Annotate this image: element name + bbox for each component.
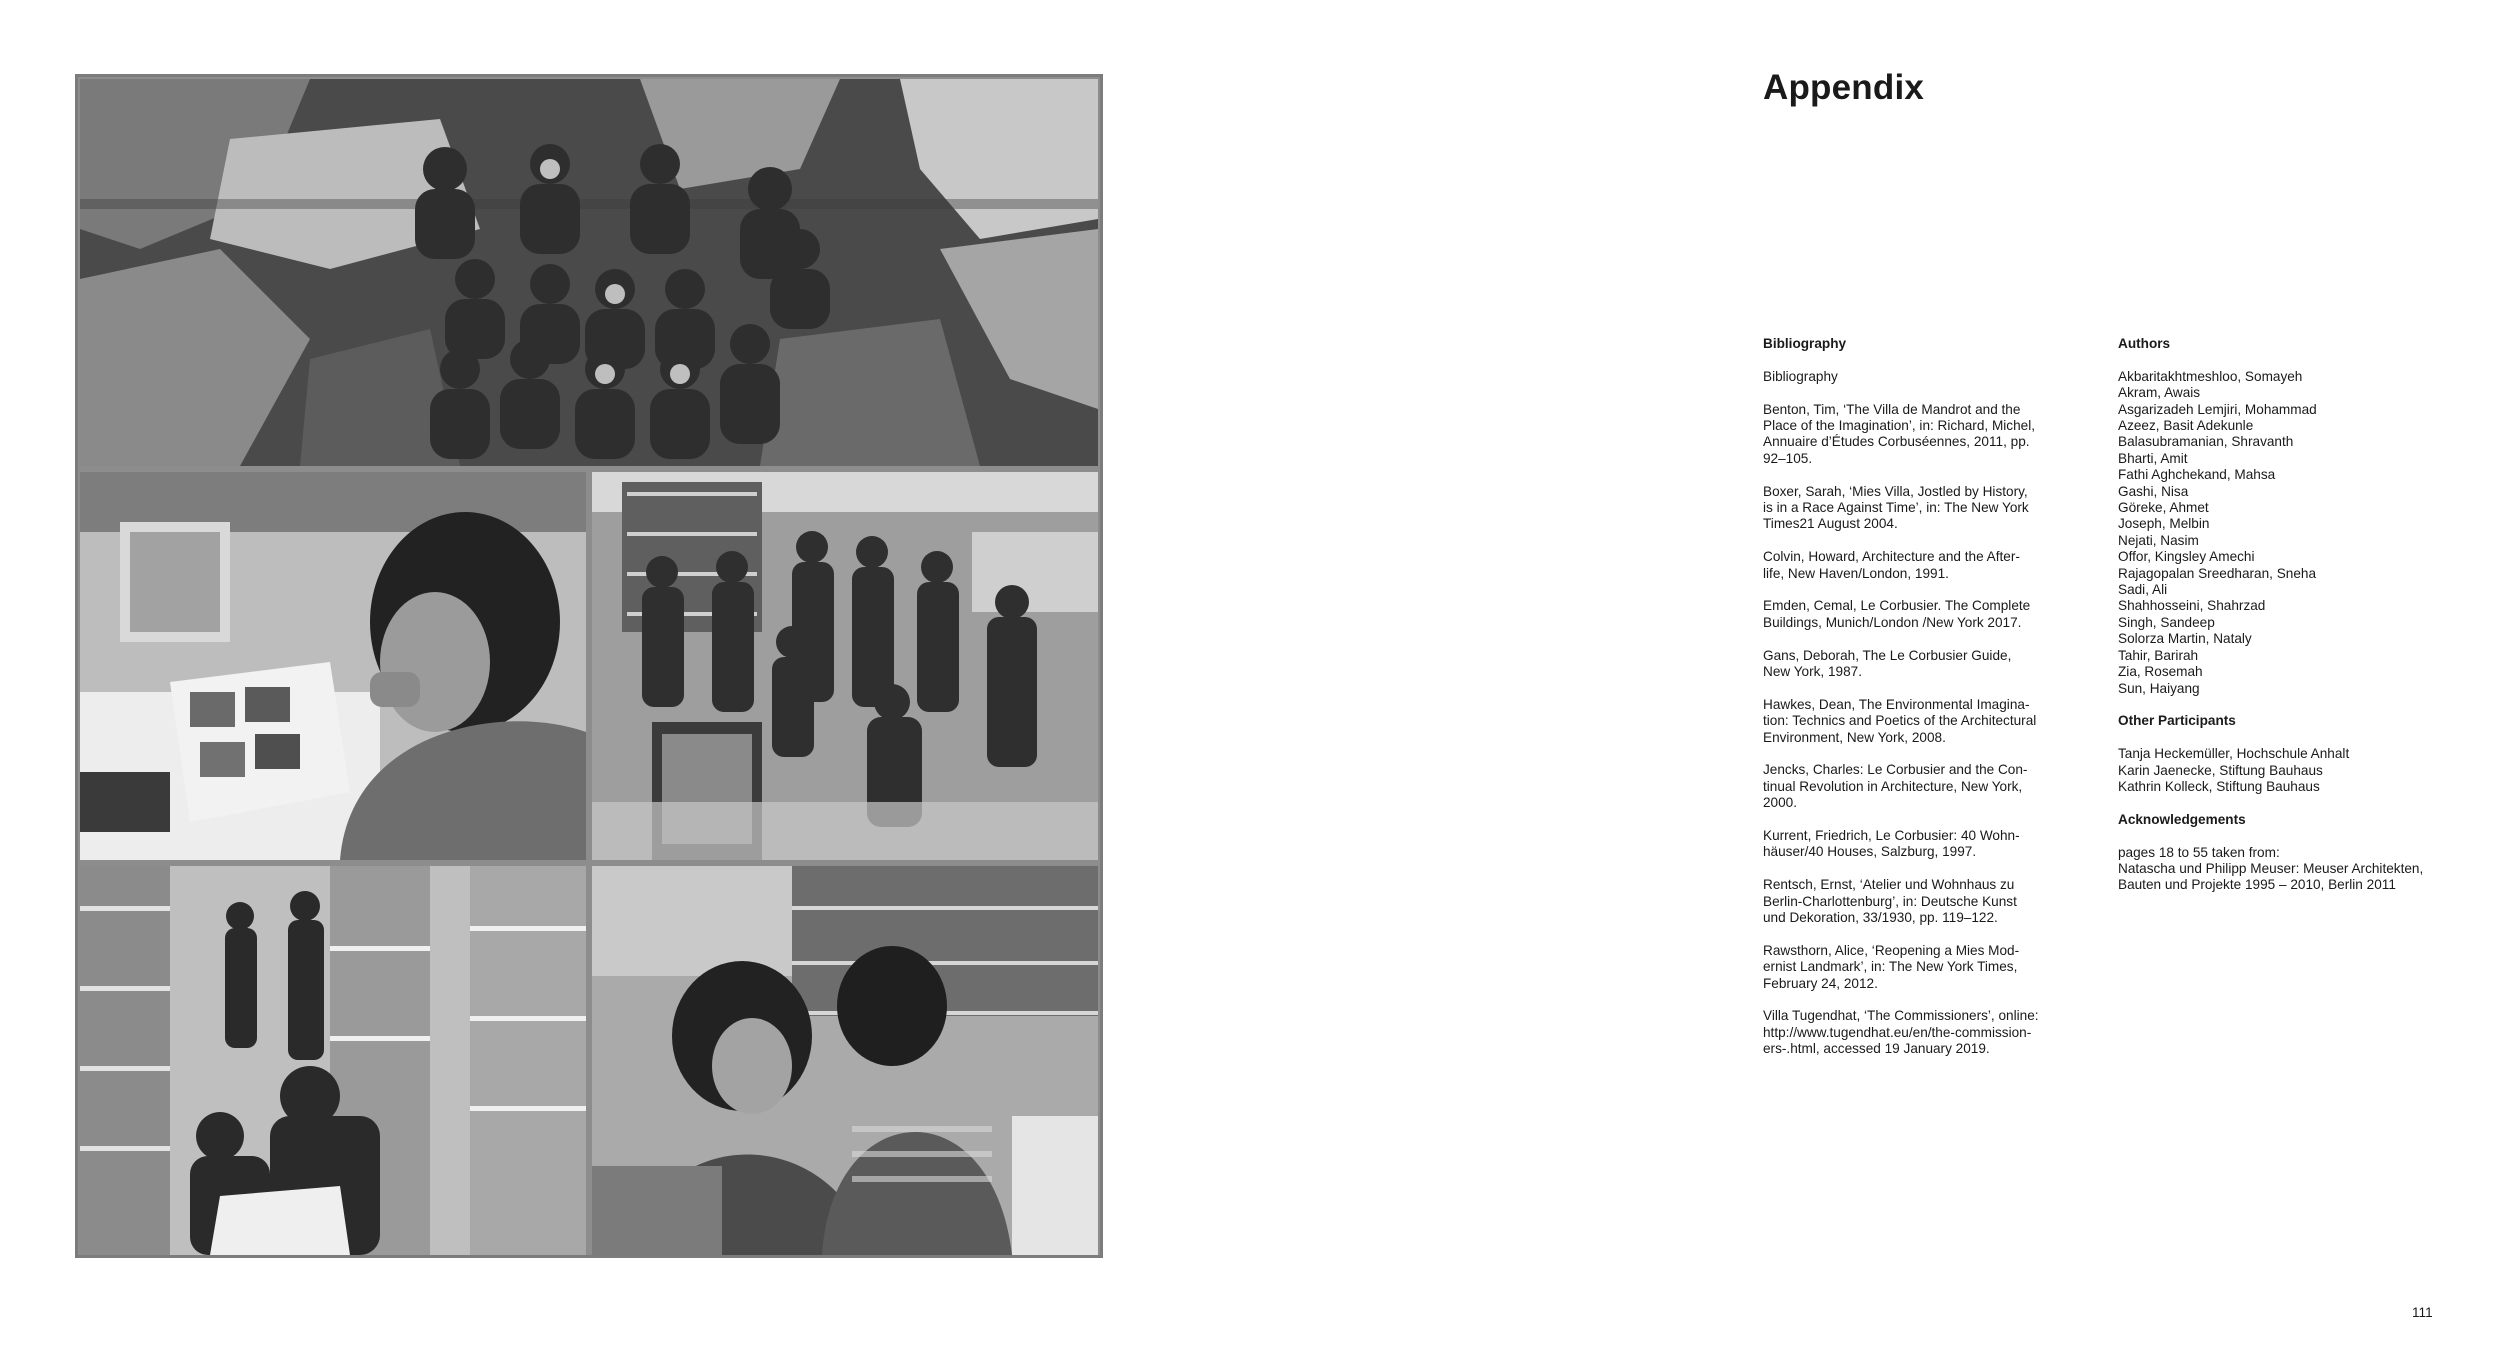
acknowledgements-text	[2118, 845, 2478, 894]
bibliography-entry-line: tion: Technics and Poetics of the Architectural	[1763, 713, 2037, 729]
bibliography-entry-line: Berlin-Charlottenburg’, in: Deutsche Kunst	[1763, 893, 2017, 909]
students-reading-at-table	[592, 866, 1098, 1255]
bibliography-entry-line: life, New Haven/London, 1991.	[1763, 565, 1949, 581]
author-name: Joseph, Melbin	[2118, 516, 2210, 532]
author-name: Akram, Awais	[2118, 385, 2201, 401]
bibliography-entry	[1763, 697, 2093, 746]
bibliography-entry-line: Buildings, Munich/London /New York 2017.	[1763, 614, 2022, 630]
bibliography-entry-line: Jencks, Charles: Le Corbusier and the Con-	[1763, 762, 2028, 778]
bibliography-entry-line: http://www.tugendhat.eu/en/the-commission-	[1763, 1024, 2032, 1040]
bibliography-entry-line: Rawsthorn, Alice, ‘Reopening a Mies Mod-	[1763, 942, 2020, 958]
author-name: Sadi, Ali	[2118, 582, 2168, 598]
acknowledgement-line: pages 18 to 55 taken from:	[2118, 844, 2280, 860]
bibliography-entry	[1763, 943, 2093, 992]
bibliography-entry-line: 2000.	[1763, 795, 1798, 811]
author-name: Shahhosseini, Shahrzad	[2118, 598, 2266, 614]
author-name: Azeez, Basit Adekunle	[2118, 418, 2254, 434]
bibliography-entry-line: Environment, New York, 2008.	[1763, 729, 1946, 745]
bibliography-entry-line: häuser/40 Houses, Salzburg, 1997.	[1763, 844, 1977, 860]
author-name: Göreke, Ahmet	[2118, 500, 2209, 516]
participant-name: Kathrin Kolleck, Stiftung Bauhaus	[2118, 778, 2320, 794]
bibliography-heading: Bibliography	[1763, 336, 1847, 351]
bibliography-entry-line: ers-.html, accessed 19 January 2019.	[1763, 1041, 1990, 1057]
bibliography-entry	[1763, 402, 2093, 468]
bibliography-entry-line: Villa Tugendhat, ‘The Commissioners’, online:	[1763, 1008, 2039, 1024]
photo-collage	[75, 74, 1103, 1258]
bibliography-entry-line: Kurrent, Friedrich, Le Corbusier: 40 Wohn-	[1763, 828, 2020, 844]
author-name: Asgarizadeh Lemjiri, Mohammad	[2118, 401, 2317, 417]
participant-name: Karin Jaenecke, Stiftung Bauhaus	[2118, 762, 2323, 778]
bibliography-entry-line: Times21 August 2004.	[1763, 516, 1898, 532]
author-name: Offor, Kingsley Amechi	[2118, 549, 2255, 565]
bibliography-entry	[1763, 828, 2093, 861]
author-name: Akbaritakhtmeshloo, Somayeh	[2118, 368, 2303, 384]
author-name: Solorza Martin, Nataly	[2118, 631, 2252, 647]
bibliography-entry-line: tinual Revolution in Architecture, New York,	[1763, 778, 2023, 794]
acknowledgement-line: Natascha und Philipp Meuser: Meuser Architekten,	[2118, 860, 2424, 876]
other-participants-list	[2118, 746, 2478, 795]
bibliography-entry-line: 92–105.	[1763, 450, 1813, 466]
bibliography-entry-line: New York, 1987.	[1763, 664, 1862, 680]
students-browsing-shelves	[80, 866, 586, 1255]
other-participants-heading: Other Participants	[2118, 713, 2236, 729]
author-name: Nejati, Nasim	[2118, 532, 2199, 548]
bibliography-entry-line: Emden, Cemal, Le Corbusier. The Complete	[1763, 598, 2031, 614]
bibliography-entry-line: Rentsch, Ernst, ‘Atelier und Wohnhaus zu	[1763, 877, 2015, 893]
authors-list	[2118, 369, 2478, 697]
bibliography-entry-line: Bibliography	[1763, 368, 1838, 384]
bibliography-entry-line: Boxer, Sarah, ‘Mies Villa, Jostled by History,	[1763, 483, 2028, 499]
page-number: 111	[2412, 1305, 2433, 1320]
bibliography-entry-line: Annuaire d’Études Corbuséennes, 2011, pp.	[1763, 434, 2030, 450]
author-name: Bharti, Amit	[2118, 450, 2188, 466]
bibliography-entry	[1763, 648, 2093, 681]
bibliography-entry	[1763, 877, 2093, 926]
student-reading-at-desk	[80, 472, 586, 860]
acknowledgements-heading: Acknowledgements	[2118, 811, 2246, 827]
participant-name: Tanja Heckemüller, Hochschule Anhalt	[2118, 746, 2350, 762]
bibliography-entry-line: Benton, Tim, ‘The Villa de Mandrot and the	[1763, 401, 2021, 417]
bibliography-entry-line: is in a Race Against Time’, in: The New York	[1763, 500, 2029, 516]
page-title: Appendix	[1763, 68, 1925, 107]
acknowledgement-line: Bauten und Projekte 1995 – 2010, Berlin 2011	[2118, 877, 2396, 893]
authors-heading: Authors	[2118, 336, 2171, 351]
author-name: Balasubramanian, Shravanth	[2118, 434, 2294, 450]
bibliography-column	[1763, 336, 2093, 1074]
bibliography-entry-line: und Dekoration, 33/1930, pp. 119–122.	[1763, 910, 1998, 926]
bibliography-entry-line: Hawkes, Dean, The Environmental Imagina-	[1763, 696, 2030, 712]
group-photo-on-rocks	[80, 79, 1098, 466]
author-name: Zia, Rosemah	[2118, 664, 2203, 680]
bibliography-entry-line: Gans, Deborah, The Le Corbusier Guide,	[1763, 647, 2012, 663]
bibliography-entry-line: Place of the Imagination’, in: Richard, Michel,	[1763, 418, 2036, 433]
author-name: Singh, Sandeep	[2118, 614, 2215, 630]
bibliography-entry	[1763, 369, 2093, 385]
bibliography-entry	[1763, 1008, 2093, 1057]
credits-column	[2118, 336, 2478, 910]
author-name: Tahir, Barirah	[2118, 647, 2199, 663]
bibliography-entry	[1763, 598, 2093, 631]
bibliography-entry-line: ernist Landmark’, in: The New York Times,	[1763, 959, 2018, 975]
bibliography-entry	[1763, 549, 2093, 582]
bibliography-entry-line: Colvin, Howard, Architecture and the After-	[1763, 549, 2020, 565]
bibliography-entry-line: February 24, 2012.	[1763, 975, 1878, 991]
author-name: Fathi Aghchekand, Mahsa	[2118, 467, 2276, 483]
bibliography-entry	[1763, 762, 2093, 811]
author-name: Sun, Haiyang	[2118, 680, 2200, 696]
bibliography-entry	[1763, 484, 2093, 533]
bibliography-list	[1763, 369, 2093, 1058]
author-name: Gashi, Nisa	[2118, 483, 2189, 499]
group-in-library	[592, 472, 1098, 860]
author-name: Rajagopalan Sreedharan, Sneha	[2118, 565, 2317, 581]
